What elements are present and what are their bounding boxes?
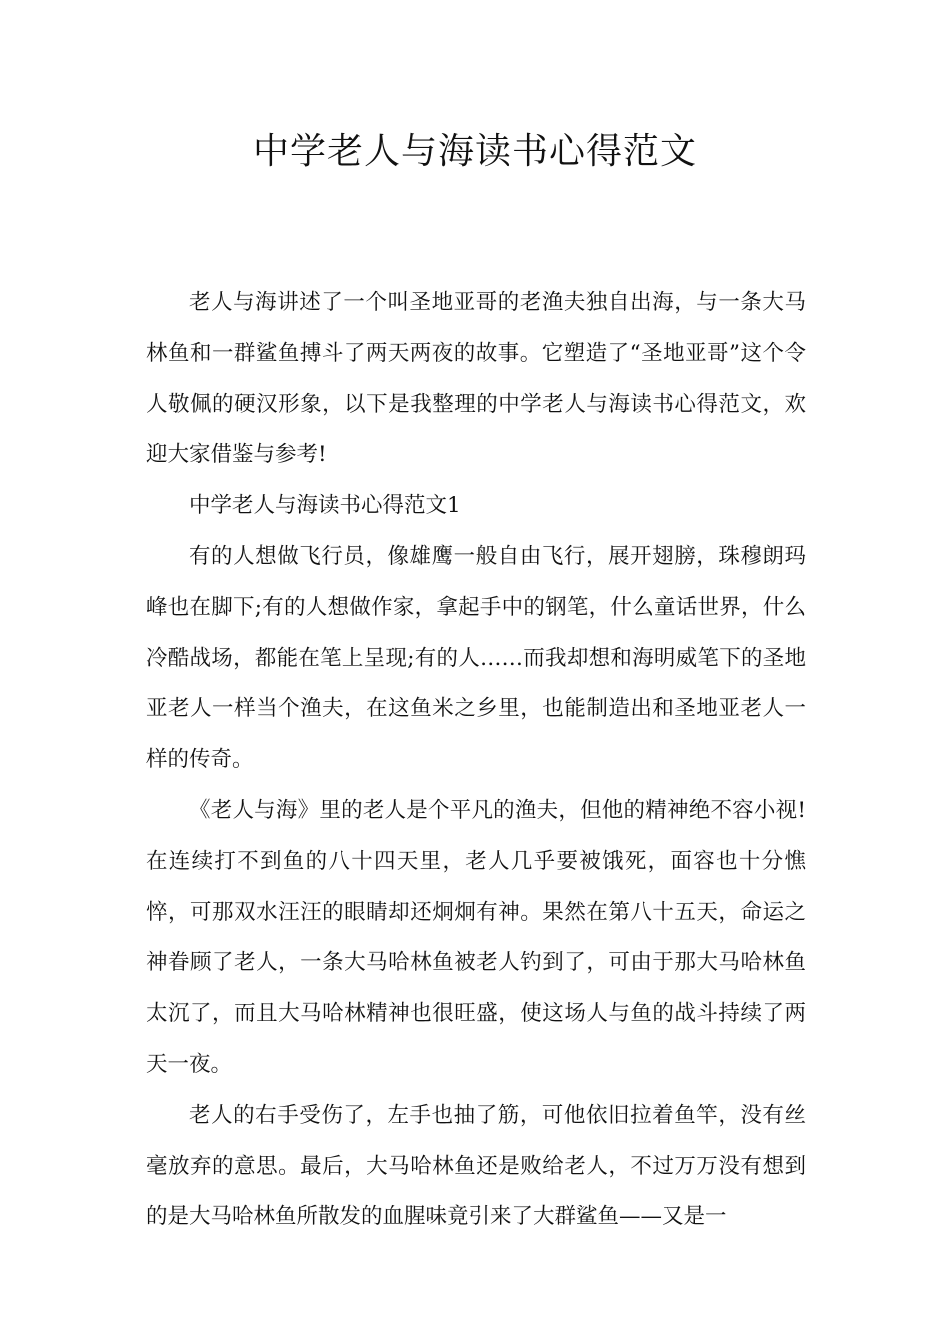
body-paragraph: 有的人想做飞行员，像雄鹰一般自由飞行，展开翅膀，珠穆朗玛峰也在脚下;有的人想做作家，拿起手中的钢笔，什么童话世界，什么冷酷战场，都能在笔上呈现;有的人……而我却想和海明威笔下的圣地亚老人一样当个渔夫，在这鱼米之乡里，也能制造出和圣地亚老人一样的传奇。: [146, 543, 806, 773]
body-paragraph: 《老人与海》里的老人是个平凡的渔夫，但他的精神绝不容小视!在连续打不到鱼的八十四天里，老人几乎要被饿死，面容也十分憔悴，可那双水汪汪的眼睛却还炯炯有神。果然在第八十五天，命运之神眷顾了老人，一条大马哈林鱼被老人钓到了，可由于那大马哈林鱼太沉了，而且大马哈林精神也很旺盛，使这场人与鱼的战斗持续了两天一夜。: [146, 797, 806, 1077]
body-paragraph: 老人的右手受伤了，左手也抽了筋，可他依旧拉着鱼竿，没有丝毫放弃的意思。最后，大马哈林鱼还是败给老人，不过万万没有想到的是大马哈林鱼所散发的血腥味竟引来了大群鲨鱼——又是一: [146, 1102, 806, 1230]
intro-paragraph: 老人与海讲述了一个叫圣地亚哥的老渔夫独自出海，与一条大马林鱼和一群鲨鱼搏斗了两天两夜的故事。它塑造了“圣地亚哥”这个令人敬佩的硬汉形象，以下是我整理的中学老人与海读书心得范文，欢迎大家借鉴与参考!: [146, 290, 806, 468]
document-title: 中学老人与海读书心得范文: [252, 131, 697, 172]
document-body: [146, 278, 806, 1243]
section-heading: 中学老人与海读书心得范文1: [189, 493, 461, 519]
